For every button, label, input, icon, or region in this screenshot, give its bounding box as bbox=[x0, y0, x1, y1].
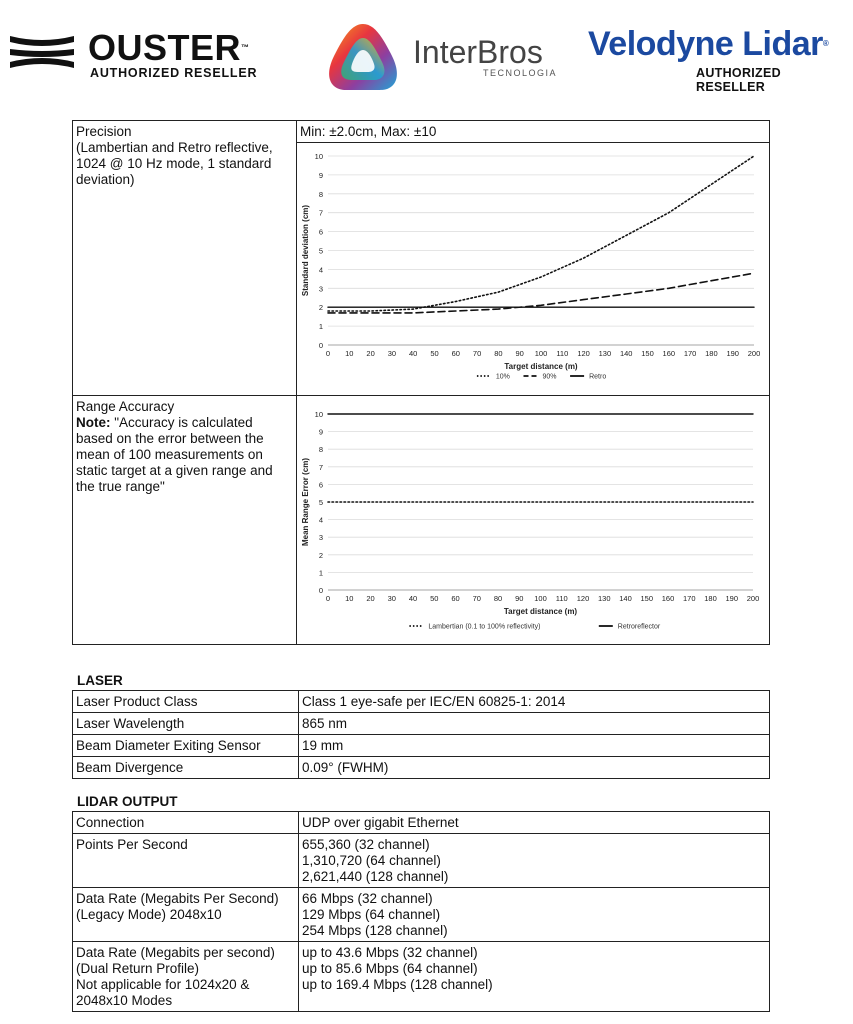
table-row bbox=[73, 757, 770, 779]
lidar-value-line: up to 169.4 Mbps (128 channel) bbox=[302, 977, 493, 992]
table-row bbox=[73, 691, 770, 713]
precision-row bbox=[73, 121, 770, 396]
x-tick-label: 130 bbox=[597, 594, 611, 603]
y-tick-label: 5 bbox=[318, 246, 323, 256]
x-tick-label: 50 bbox=[430, 594, 439, 603]
note-text: the true range" bbox=[76, 479, 165, 494]
velodyne-reseller-label: AUTHORIZED RESELLER bbox=[696, 66, 781, 94]
y-tick-label: 10 bbox=[314, 410, 323, 419]
lidar-output-section-title: LIDAR OUTPUT bbox=[77, 794, 178, 809]
x-tick-label: 120 bbox=[576, 594, 590, 603]
y-tick-label: 10 bbox=[314, 152, 323, 161]
laser-label: Laser Wavelength bbox=[73, 713, 299, 735]
precision-label-line: deviation) bbox=[76, 172, 135, 187]
note-text: mean of 100 measurements on bbox=[76, 447, 263, 462]
legend-label: Retro bbox=[589, 373, 607, 381]
lidar-label bbox=[73, 888, 299, 942]
lidar-value bbox=[299, 888, 770, 942]
x-tick-label: 190 bbox=[725, 594, 739, 603]
laser-label: Beam Divergence bbox=[73, 757, 299, 779]
y-tick-label: 4 bbox=[318, 515, 323, 525]
precision-label-line: Precision bbox=[76, 124, 132, 139]
x-tick-label: 140 bbox=[619, 594, 632, 603]
x-tick-label: 0 bbox=[325, 594, 331, 603]
range-accuracy-title: Range Accuracy bbox=[76, 399, 175, 414]
x-axis-label: Target distance (m) bbox=[504, 362, 578, 371]
lidar-label-line: (Dual Return Profile) bbox=[76, 961, 200, 976]
table-row bbox=[73, 812, 770, 834]
performance-table bbox=[72, 120, 770, 645]
x-axis-label: Target distance (m) bbox=[503, 607, 578, 616]
x-tick-label: 50 bbox=[430, 349, 439, 358]
y-tick-label: 3 bbox=[318, 533, 323, 543]
x-tick-label: 80 bbox=[493, 594, 503, 603]
x-tick-label: 120 bbox=[577, 349, 590, 358]
interbros-wordmark: InterBros bbox=[413, 34, 543, 70]
y-tick-label: 0 bbox=[318, 586, 323, 595]
lidar-value-line: 66 Mbps (32 channel) bbox=[302, 891, 433, 906]
y-axis-label: Mean Range Error (cm) bbox=[301, 457, 310, 547]
x-tick-label: 170 bbox=[683, 349, 697, 358]
lidar-label-line: 2048x10 Modes bbox=[76, 993, 173, 1008]
precision-value-cell bbox=[297, 121, 770, 396]
table-row bbox=[73, 888, 770, 942]
x-tick-label: 110 bbox=[556, 349, 569, 358]
range-accuracy-note bbox=[76, 415, 292, 431]
x-tick-label: 80 bbox=[494, 349, 503, 358]
x-tick-label: 200 bbox=[746, 594, 760, 603]
note-text: based on the error between the bbox=[76, 431, 264, 446]
y-tick-label: 8 bbox=[318, 445, 323, 455]
lidar-label bbox=[73, 812, 299, 834]
y-tick-label: 1 bbox=[318, 568, 323, 578]
note-text: "Accuracy is calculated bbox=[110, 415, 253, 430]
lidar-output-table bbox=[72, 811, 770, 1012]
lidar-label-line: Points Per Second bbox=[76, 837, 188, 852]
velodyne-logo bbox=[588, 24, 848, 94]
x-tick-label: 0 bbox=[325, 349, 331, 358]
y-axis-label: Standard deviation (cm) bbox=[301, 204, 310, 297]
lidar-value-line: 129 Mbps (64 channel) bbox=[302, 907, 441, 922]
x-tick-label: 90 bbox=[515, 594, 524, 603]
laser-section-title: LASER bbox=[77, 673, 123, 688]
ouster-wordmark: OUSTER™ bbox=[88, 27, 250, 68]
lidar-label bbox=[73, 834, 299, 888]
y-tick-label: 2 bbox=[318, 550, 323, 560]
table-row bbox=[73, 834, 770, 888]
laser-value: 865 nm bbox=[299, 713, 770, 735]
ouster-mark-icon bbox=[8, 32, 76, 72]
y-tick-label: 5 bbox=[318, 498, 323, 507]
x-tick-label: 160 bbox=[661, 594, 675, 603]
precision-label-line: (Lambertian and Retro reflective, bbox=[76, 140, 273, 155]
note-text: static target at a given range and bbox=[76, 463, 273, 478]
lidar-label-line: (Legacy Mode) 2048x10 bbox=[76, 907, 222, 922]
velodyne-wordmark: Velodyne Lidar® bbox=[588, 25, 829, 63]
laser-value: 0.09° (FWHM) bbox=[299, 757, 770, 779]
x-tick-label: 70 bbox=[472, 594, 481, 603]
lidar-value bbox=[299, 812, 770, 834]
x-tick-label: 40 bbox=[408, 594, 418, 603]
x-tick-label: 130 bbox=[598, 349, 612, 358]
lidar-label-line: Data Rate (Megabits Per Second) bbox=[76, 891, 279, 906]
x-tick-label: 150 bbox=[640, 594, 654, 603]
x-tick-label: 160 bbox=[662, 349, 676, 358]
ouster-logo bbox=[8, 28, 258, 84]
legend-label: Lambertian (0.1 to 100% reflectivity) bbox=[428, 623, 541, 631]
x-tick-label: 90 bbox=[515, 349, 524, 358]
x-tick-label: 10 bbox=[345, 594, 354, 603]
x-tick-label: 10 bbox=[345, 349, 354, 358]
x-tick-label: 20 bbox=[366, 594, 375, 603]
interbros-mark-icon bbox=[322, 20, 404, 95]
precision-label bbox=[73, 121, 297, 396]
x-tick-label: 60 bbox=[451, 349, 460, 358]
x-tick-label: 180 bbox=[705, 349, 718, 358]
x-tick-label: 150 bbox=[641, 349, 654, 358]
lidar-value-line: 655,360 (32 channel) bbox=[302, 837, 430, 852]
x-tick-label: 70 bbox=[472, 349, 482, 358]
table-row bbox=[73, 942, 770, 1012]
lidar-value-line: up to 43.6 Mbps (32 channel) bbox=[302, 945, 478, 960]
lidar-value-line: 2,621,440 (128 channel) bbox=[302, 869, 449, 884]
y-tick-label: 1 bbox=[318, 322, 323, 332]
x-tick-label: 190 bbox=[726, 349, 739, 358]
x-tick-label: 30 bbox=[387, 594, 396, 603]
legend-label: Retroreflector bbox=[617, 623, 661, 631]
x-tick-label: 180 bbox=[704, 594, 717, 603]
interbros-logo bbox=[322, 20, 562, 95]
lidar-label-line: Data Rate (Megabits per second) bbox=[76, 945, 275, 960]
x-tick-label: 60 bbox=[451, 594, 460, 603]
lidar-value-line: UDP over gigabit Ethernet bbox=[302, 815, 459, 830]
range-accuracy-label bbox=[73, 396, 297, 645]
laser-label: Laser Product Class bbox=[73, 691, 299, 713]
x-tick-label: 100 bbox=[534, 349, 548, 358]
x-tick-label: 100 bbox=[534, 594, 547, 603]
x-tick-label: 170 bbox=[682, 594, 696, 603]
table-row bbox=[73, 735, 770, 757]
note-label: Note: bbox=[76, 415, 111, 430]
header-logos bbox=[0, 0, 853, 110]
lidar-value-line: up to 85.6 Mbps (64 channel) bbox=[302, 961, 478, 976]
table-row bbox=[73, 713, 770, 735]
y-tick-label: 9 bbox=[318, 170, 323, 180]
range-accuracy-chart bbox=[297, 396, 769, 640]
interbros-tagline: TECNOLOGIA bbox=[483, 68, 558, 78]
lidar-label bbox=[73, 942, 299, 1012]
y-tick-label: 4 bbox=[318, 265, 323, 275]
x-tick-label: 20 bbox=[366, 349, 375, 358]
lidar-value bbox=[299, 942, 770, 1012]
x-tick-label: 110 bbox=[555, 594, 568, 603]
laser-value: Class 1 eye-safe per IEC/EN 60825-1: 2014 bbox=[299, 691, 770, 713]
legend-label: 10% bbox=[495, 373, 510, 381]
laser-value: 19 mm bbox=[299, 735, 770, 757]
lidar-value bbox=[299, 834, 770, 888]
x-tick-label: 140 bbox=[619, 349, 633, 358]
y-tick-label: 6 bbox=[318, 227, 323, 237]
range-accuracy-chart-cell bbox=[297, 396, 770, 645]
y-tick-label: 0 bbox=[318, 341, 323, 350]
y-tick-label: 2 bbox=[318, 303, 323, 313]
lidar-label-line: Not applicable for 1024x20 & bbox=[76, 977, 250, 992]
range-accuracy-row bbox=[73, 396, 770, 645]
precision-value: Min: ±2.0cm, Max: ±10 bbox=[297, 121, 769, 143]
precision-chart bbox=[297, 143, 769, 391]
y-tick-label: 7 bbox=[318, 462, 323, 472]
x-tick-label: 30 bbox=[387, 349, 397, 358]
ouster-reseller-label: AUTHORIZED RESELLER bbox=[90, 66, 258, 80]
x-tick-label: 200 bbox=[747, 349, 761, 358]
y-tick-label: 7 bbox=[318, 208, 323, 218]
x-tick-label: 40 bbox=[409, 349, 418, 358]
precision-label-line: 1024 @ 10 Hz mode, 1 standard bbox=[76, 156, 272, 171]
y-tick-label: 8 bbox=[318, 189, 323, 199]
y-tick-label: 3 bbox=[318, 284, 323, 294]
laser-table bbox=[72, 690, 770, 779]
laser-label: Beam Diameter Exiting Sensor bbox=[73, 735, 299, 757]
y-tick-label: 9 bbox=[318, 427, 323, 437]
lidar-label-line: Connection bbox=[76, 815, 145, 830]
lidar-value-line: 254 Mbps (128 channel) bbox=[302, 923, 448, 938]
series-line bbox=[328, 156, 754, 311]
y-tick-label: 6 bbox=[318, 480, 323, 490]
lidar-value-line: 1,310,720 (64 channel) bbox=[302, 853, 441, 868]
legend-label: 90% bbox=[542, 373, 557, 381]
